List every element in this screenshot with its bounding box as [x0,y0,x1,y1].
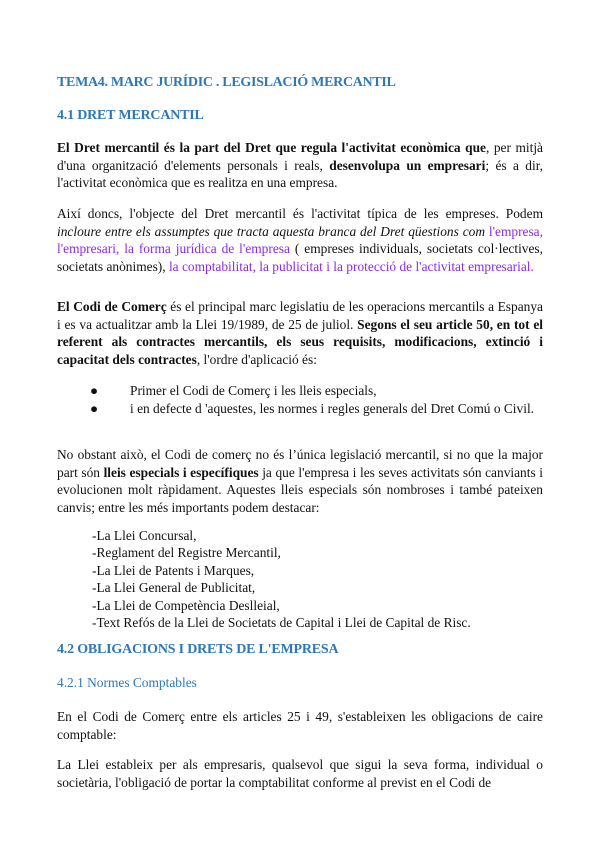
bold-text: desenvolupa un empresari [329,157,486,173]
body-text: és el principal marc legislatiu de les operacions mercantils a Espanya i es va actualitzar amb la Llei 19/1989, de 25 de juliol. [57,299,543,332]
list-item: -La Llei de Competència Deslleial, [92,597,280,613]
italic-text: incloure entre els assumptes que tracta aquesta branca del Dret qüestions com [57,223,485,239]
body-text: ja que l'empresa i les seves activitats són canviants i evolucionen molt ràpidament. Aquestes lleis especials són nombroses i també pateixen canvis; entre les més importants podem destacar: [57,464,543,515]
paragraph-accounting-obligation: La Llei estableix per als empresaris, qualsevol que sigui la seva forma, individual o societària, l'obligació de portar la comptabilitat conforme al previst en el Codi de [57,757,543,790]
paragraph-definition [57,139,543,192]
laws-list [92,527,552,631]
subsection-heading-4-2-1: 4.2.1 Normes Comptables [57,675,197,690]
list-item: -La Llei General de Publicitat, [92,580,256,596]
body-text: ( empreses individuals, societats col·lectives, societats anònimes), [57,241,543,274]
paragraph-accounting-articles: En el Codi de Comerç entre els articles 25 i 49, s'estableixen les obligacions de caire comptable: [57,709,543,742]
bold-text: Segons el seu article 50, en tot el referent als contractes mercantils, els seus requisits, modificacions, extinció i capacitat dels contractes [57,316,543,367]
list-item: ● i en defecte d 'aquestes, les normes i regles generals del Dret Comú o Civil. [90,400,535,416]
section-heading-4-2: 4.2 OBLIGACIONS I DRETS DE L'EMPRESA [57,642,339,657]
list-item: -Reglament del Registre Mercantil, [92,545,281,561]
paragraph-special-laws [57,446,543,516]
body-text: ; és a dir, l'activitat econòmica que es realitza en una empresa. [57,157,543,190]
body-text: , per mitjà d'una organització d'elements personals i reals, [57,140,543,173]
list-item: -La Llei Concursal, [92,528,197,543]
body-text: No obstant això, el Codi de comerç no és l’única legislació mercantil, si no que la major part són [57,447,543,480]
highlight-text: l'empresa, l'empresari, la forma jurídica de l'empresa [57,223,543,256]
paragraph-commerce-code [57,298,543,368]
body-text: , l'ordre d'aplicació és: [196,351,317,367]
paragraph-object [57,205,543,275]
body-text: Així doncs, l'objecte del Dret mercantil és l'activitat típica de les empreses. Podem [57,206,543,221]
list-item: -La Llei de Patents i Marques, [92,562,255,578]
main-heading: TEMA4. MARC JURÍDIC . LEGISLACIÓ MERCANTIL [57,75,396,90]
bold-text: El Codi de Comerç [57,299,167,314]
list-item: ● Primer el Codi de Comerç i les lleis especials, [90,383,377,398]
list-item: -Text Refós de la Llei de Societats de Capital i Llei de Capital de Risc. [92,615,471,631]
bold-text: El Dret mercantil és la part del Dret que regula l'activitat econòmica que [57,140,486,155]
bold-text: lleis especials i específiques [103,464,259,480]
highlight-text: la comptabilitat, la publicitat i la protecció de l'activitat empresarial. [168,258,534,274]
section-heading-4-1: 4.1 DRET MERCANTIL [57,108,204,123]
bullet-icon: ● [90,383,99,398]
bullet-icon: ● [90,400,99,416]
application-order-list [90,382,544,417]
